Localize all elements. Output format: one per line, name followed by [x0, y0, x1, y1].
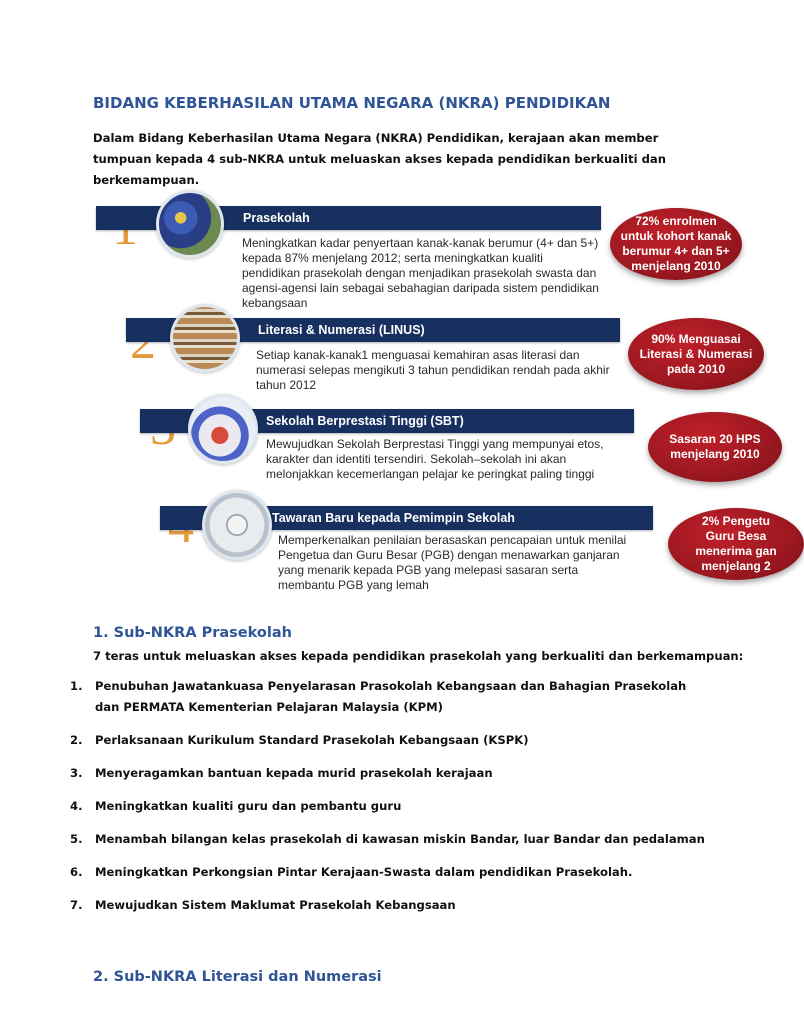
list-item	[70, 895, 710, 916]
list-item-text: Meningkatkan kualiti guru dan pembantu guru	[95, 799, 402, 813]
section-1-list	[70, 676, 710, 928]
list-item	[70, 763, 710, 784]
glasses-photo-icon	[202, 490, 272, 560]
target-badge: 90% Menguasai Literasi & Numerasi pada 2010	[628, 318, 764, 390]
list-item-number: 7.	[70, 898, 83, 912]
list-item-text: Mewujudkan Sistem Maklumat Prasekolah Kebangsaan	[95, 898, 456, 912]
row-description: Setiap kanak-kanak1 menguasai kemahiran asas literasi dan numerasi selepas mengikuti 3 tahun pendidikan rendah pada akhir tahun 2012	[256, 348, 610, 392]
row-title-bar: Prasekolah	[96, 206, 601, 230]
row-title-bar: Tawaran Baru kepada Pemimpin Sekolah	[160, 506, 653, 530]
page-title: BIDANG KEBERHASILAN UTAMA NEGARA (NKRA) PENDIDIKAN	[93, 94, 611, 112]
target-badge: 2% Pengetu Guru Besa menerima gan menjelang 2	[668, 508, 804, 580]
list-item	[70, 730, 710, 751]
target-badge: Sasaran 20 HPS menjelang 2010	[648, 412, 782, 482]
row-title-bar: Literasi & Numerasi (LINUS)	[126, 318, 620, 342]
row-description: Memperkenalkan penilaian berasaskan pencapaian untuk menilai Pengetua dan Guru Besar (PGB) dengan menawarkan ganjaran yang menarik kepada PGB yang melepasi sasaran serta membantu PGB yang lemah	[278, 533, 627, 592]
section-1-heading: 1. Sub-NKRA Prasekolah	[93, 625, 292, 641]
list-item	[70, 796, 710, 817]
row-description: Meningkatkan kadar penyertaan kanak-kanak berumur (4+ dan 5+) kepada 87% menjelang 2012; serta meningkatkan kualiti pendidikan prasekolah dengan menjadikan prasekolah swasta dan agensi-agensi lain sebagai sebahagian daripada sistem pendidikan kebangsaan	[242, 236, 599, 310]
children-photo-icon	[156, 190, 224, 258]
section-1-lead: 7 teras untuk meluaskan akses kepada pendidikan prasekolah yang berkualiti dan berkemampuan:	[93, 649, 744, 663]
list-item	[70, 829, 710, 850]
list-item-text: Penubuhan Jawatankuasa Penyelarasan Prasokolah Kebangsaan dan Bahagian Prasekolah dan PERMATA Kementerian Pelajaran Malaysia (KPM)	[95, 679, 687, 714]
list-item-text: Menyeragamkan bantuan kepada murid prasekolah kerajaan	[95, 766, 493, 780]
list-item	[70, 862, 710, 883]
medal-photo-icon	[188, 394, 258, 464]
books-photo-icon	[170, 304, 240, 372]
list-item	[70, 676, 710, 718]
list-item-text: Meningkatkan Perkongsian Pintar Kerajaan-Swasta dalam pendidikan Prasekolah.	[95, 865, 633, 879]
list-item-number: 3.	[70, 766, 83, 780]
list-item-number: 6.	[70, 865, 83, 879]
section-2-heading: 2. Sub-NKRA Literasi dan Numerasi	[93, 969, 382, 985]
target-badge: 72% enrolmen untuk kohort kanak berumur 4+ dan 5+ menjelang 2010	[610, 208, 742, 280]
list-item-number: 2.	[70, 733, 83, 747]
nkra-infographic	[90, 188, 777, 600]
list-item-text: Menambah bilangan kelas prasekolah di kawasan miskin Bandar, luar Bandar dan pedalaman	[95, 832, 705, 846]
intro-paragraph: Dalam Bidang Keberhasilan Utama Negara (NKRA) Pendidikan, kerajaan akan member tumpuan kepada 4 sub-NKRA untuk meluaskan akses kepada pendidikan berkualiti dan berkemampuan.	[93, 131, 666, 187]
list-item-number: 5.	[70, 832, 83, 846]
row-title-bar: Sekolah Berprestasi Tinggi (SBT)	[140, 409, 634, 433]
list-item-number: 4.	[70, 799, 83, 813]
list-item-text: Perlaksanaan Kurikulum Standard Prasekolah Kebangsaan (KSPK)	[95, 733, 529, 747]
list-item-number: 1.	[70, 679, 83, 693]
row-description: Mewujudkan Sekolah Berprestasi Tinggi yang mempunyai etos, karakter dan identiti tersendiri. Sekolah–sekolah ini akan melonjakkan kecemerlangan pelajar ke peringkat paling tinggi	[266, 437, 604, 481]
